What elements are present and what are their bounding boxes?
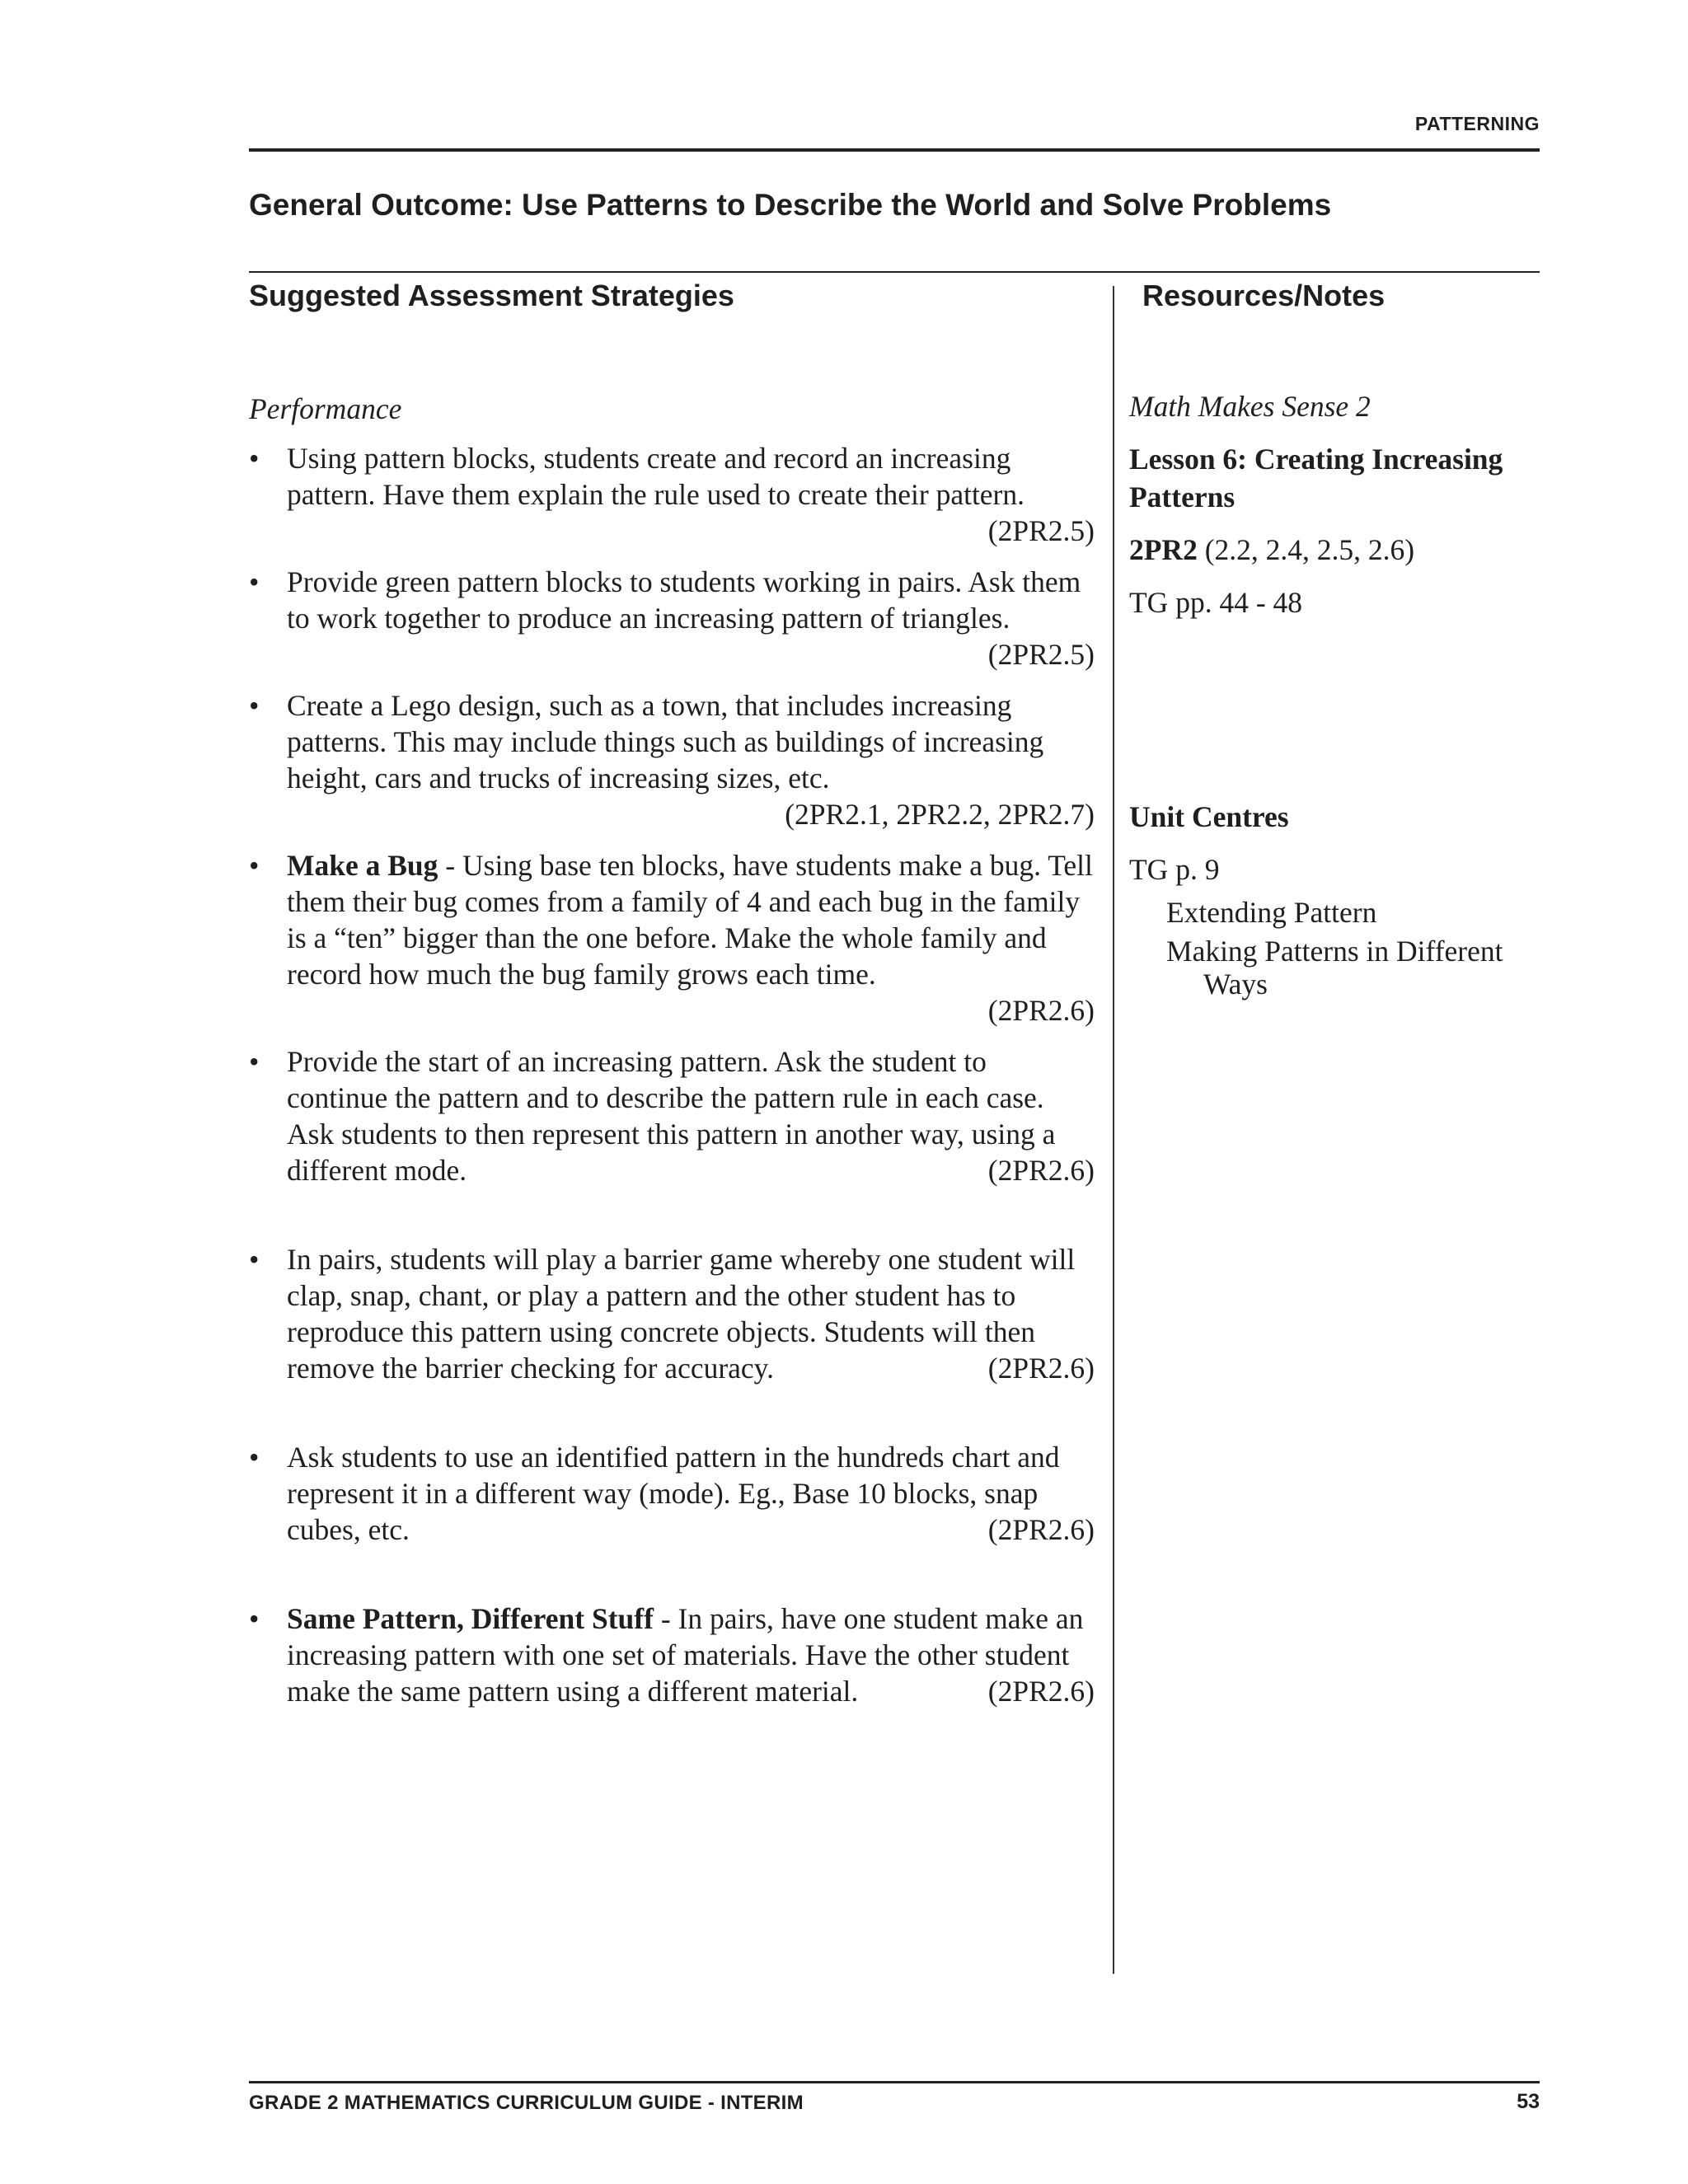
- strategy-line-text: increasing pattern with one set of materials. Have the other student: [287, 1638, 1070, 1671]
- section-rule: [249, 271, 1540, 273]
- strategy-list: [249, 440, 1095, 1709]
- outcome-reference: (2PR2.6): [987, 1352, 1095, 1385]
- strategy-line-text: - In pairs, have one student make an: [653, 1602, 1084, 1635]
- strategy-item: [249, 1043, 1095, 1188]
- outcome-reference: (2PR2.6): [987, 1675, 1095, 1708]
- bullet-icon: •: [249, 1243, 260, 1276]
- strategy-line-text: clap, snap, chant, or play a pattern and the other student has to: [287, 1279, 1016, 1312]
- resource-tg-pages: TG pp. 44 - 48: [1129, 586, 1303, 619]
- strategy-line-text: represent it in a different way (mode). Eg., Base 10 blocks, snap: [287, 1477, 1039, 1510]
- general-outcome-title: General Outcome: Use Patterns to Describe the World and Solve Problems: [249, 188, 1332, 222]
- strategy-line: [287, 1080, 1095, 1116]
- strategy-text: [287, 1439, 1095, 1548]
- strategy-item: [249, 564, 1095, 673]
- strategies-heading: Suggested Assessment Strategies: [249, 279, 734, 312]
- bullet-icon: •: [249, 442, 260, 475]
- strategy-line: [287, 847, 1095, 883]
- strategy-line-text: them their bug comes from a family of 4 and each bug in the family: [287, 885, 1081, 918]
- outcome-reference: (2PR2.6): [987, 1513, 1095, 1546]
- strategy-item: [249, 440, 1095, 549]
- resource-outcome-detail: (2.2, 2.4, 2.5, 2.6): [1197, 533, 1415, 566]
- strategy-lead: Same Pattern, Different Stuff: [287, 1602, 654, 1635]
- bullet-icon: •: [249, 1602, 260, 1635]
- strategy-line: [287, 1439, 1095, 1475]
- outcome-reference: (2PR2.6): [987, 1154, 1095, 1187]
- strategy-line-text: pattern. Have them explain the rule used to create their pattern.: [287, 478, 1025, 511]
- strategy-line: [287, 1241, 1095, 1277]
- outcome-reference: (2PR2.6): [987, 994, 1095, 1027]
- bullet-icon: •: [249, 1045, 260, 1078]
- strategies-column: [249, 391, 1095, 1724]
- bullet-icon: •: [249, 689, 260, 722]
- strategy-text: [287, 1601, 1095, 1709]
- resource-outcome: [1129, 531, 1533, 569]
- strategy-line: [287, 1511, 1095, 1548]
- strategy-line: [287, 1116, 1095, 1152]
- strategy-line-text: - Using base ten blocks, have students make a bug. Tell: [438, 849, 1093, 882]
- page-number: 53: [1517, 2090, 1540, 2113]
- strategy-text: [287, 847, 1095, 1029]
- resource-lesson-line1: Lesson 6: Creating Increasing: [1129, 443, 1503, 476]
- strategy-line-text: make the same pattern using a different material.: [287, 1675, 859, 1708]
- bullet-icon: •: [249, 849, 260, 882]
- strategy-item: [249, 847, 1095, 1029]
- strategy-line: [287, 1475, 1095, 1511]
- outcome-reference: (2PR2.5): [987, 638, 1095, 671]
- strategy-item: [249, 687, 1095, 832]
- strategy-line-text: different mode.: [287, 1154, 467, 1187]
- strategy-line: [287, 1350, 1095, 1386]
- strategy-line-text: continue the pattern and to describe the pattern rule in each case.: [287, 1081, 1044, 1114]
- strategy-item: [249, 1439, 1095, 1548]
- strategy-line-text: In pairs, students will play a barrier game whereby one student will: [287, 1243, 1076, 1276]
- strategy-item: [249, 1241, 1095, 1386]
- resource-lesson-line2: Patterns: [1129, 480, 1236, 513]
- strategy-item: [249, 1601, 1095, 1709]
- strategy-line: [287, 883, 1095, 920]
- strategy-lead: Make a Bug: [287, 849, 438, 882]
- resources-column: [1129, 387, 1533, 1001]
- strategy-line: [287, 956, 1095, 992]
- centre-making-patterns: [1129, 935, 1533, 1001]
- resource-outcome-code: 2PR2: [1129, 533, 1198, 566]
- strategy-line-text: height, cars and trucks of increasing sizes, etc.: [287, 762, 830, 794]
- strategy-line: [287, 1152, 1095, 1188]
- strategy-line-text: Ask students to use an identified pattern in the hundreds chart and: [287, 1441, 1060, 1474]
- centre-making-patterns-line1: Making Patterns in Different: [1166, 935, 1503, 968]
- running-head: PATTERNING: [1414, 113, 1540, 134]
- strategy-line-text: patterns. This may include things such as buildings of increasing: [287, 725, 1044, 758]
- strategy-line: [287, 1277, 1095, 1314]
- strategy-text: [287, 1043, 1095, 1188]
- strategy-line-text: Using pattern blocks, students create and record an increasing: [287, 442, 1011, 475]
- strategy-line: [287, 440, 1095, 476]
- strategy-line-text: Create a Lego design, such as a town, that includes increasing: [287, 689, 1012, 722]
- strategy-text: [287, 440, 1095, 549]
- strategy-line: [287, 920, 1095, 956]
- strategy-line: [287, 1043, 1095, 1080]
- strategy-line-text: record how much the bug family grows each time.: [287, 958, 876, 991]
- strategy-line: [287, 1637, 1095, 1673]
- resources-heading: Resources/Notes: [1142, 279, 1386, 312]
- strategy-line: [287, 476, 1095, 513]
- unit-centres-tg: TG p. 9: [1129, 853, 1220, 886]
- footer-rule: [249, 2081, 1540, 2083]
- strategy-line-text: Ask students to then represent this pattern in another way, using a: [287, 1118, 1056, 1151]
- strategy-line: [287, 1314, 1095, 1350]
- strategy-line-text: is a “ten” bigger than the one before. Make the whole family and: [287, 921, 1047, 954]
- footer-title: GRADE 2 MATHEMATICS CURRICULUM GUIDE - INTERIM: [249, 2092, 804, 2114]
- strategy-line: [287, 1673, 1095, 1709]
- bullet-icon: •: [249, 1441, 260, 1474]
- top-rule: [249, 148, 1540, 152]
- strategy-line: [287, 564, 1095, 600]
- strategy-text: [287, 564, 1095, 673]
- strategy-line: [287, 600, 1095, 636]
- resource-lesson: [1129, 440, 1533, 516]
- strategy-line: [287, 724, 1095, 760]
- strategy-line-text: remove the barrier checking for accuracy.: [287, 1352, 774, 1385]
- strategy-line: [287, 1601, 1095, 1637]
- resource-book-title: Math Makes Sense 2: [1129, 390, 1371, 423]
- centre-extending-pattern: Extending Pattern: [1166, 896, 1377, 929]
- strategy-line-text: reproduce this pattern using concrete objects. Students will then: [287, 1315, 1035, 1348]
- strategy-line-text: Provide the start of an increasing pattern. Ask the student to: [287, 1045, 987, 1078]
- centre-making-patterns-line2: Ways: [1203, 968, 1268, 1001]
- strategy-text: [287, 687, 1095, 832]
- strategy-line: [287, 760, 1095, 796]
- column-divider: [1113, 286, 1114, 1974]
- strategy-line-text: to work together to produce an increasing pattern of triangles.: [287, 602, 1010, 635]
- bullet-icon: •: [249, 565, 260, 598]
- unit-centres-label: Unit Centres: [1129, 800, 1289, 833]
- strategy-text: [287, 1241, 1095, 1386]
- section-label-performance: Performance: [249, 392, 402, 425]
- strategy-line: [287, 687, 1095, 724]
- strategy-line-text: Provide green pattern blocks to students working in pairs. Ask them: [287, 565, 1081, 598]
- outcome-reference: (2PR2.1, 2PR2.2, 2PR2.7): [785, 798, 1095, 831]
- outcome-reference: (2PR2.5): [987, 514, 1095, 547]
- strategy-line-text: cubes, etc.: [287, 1513, 410, 1546]
